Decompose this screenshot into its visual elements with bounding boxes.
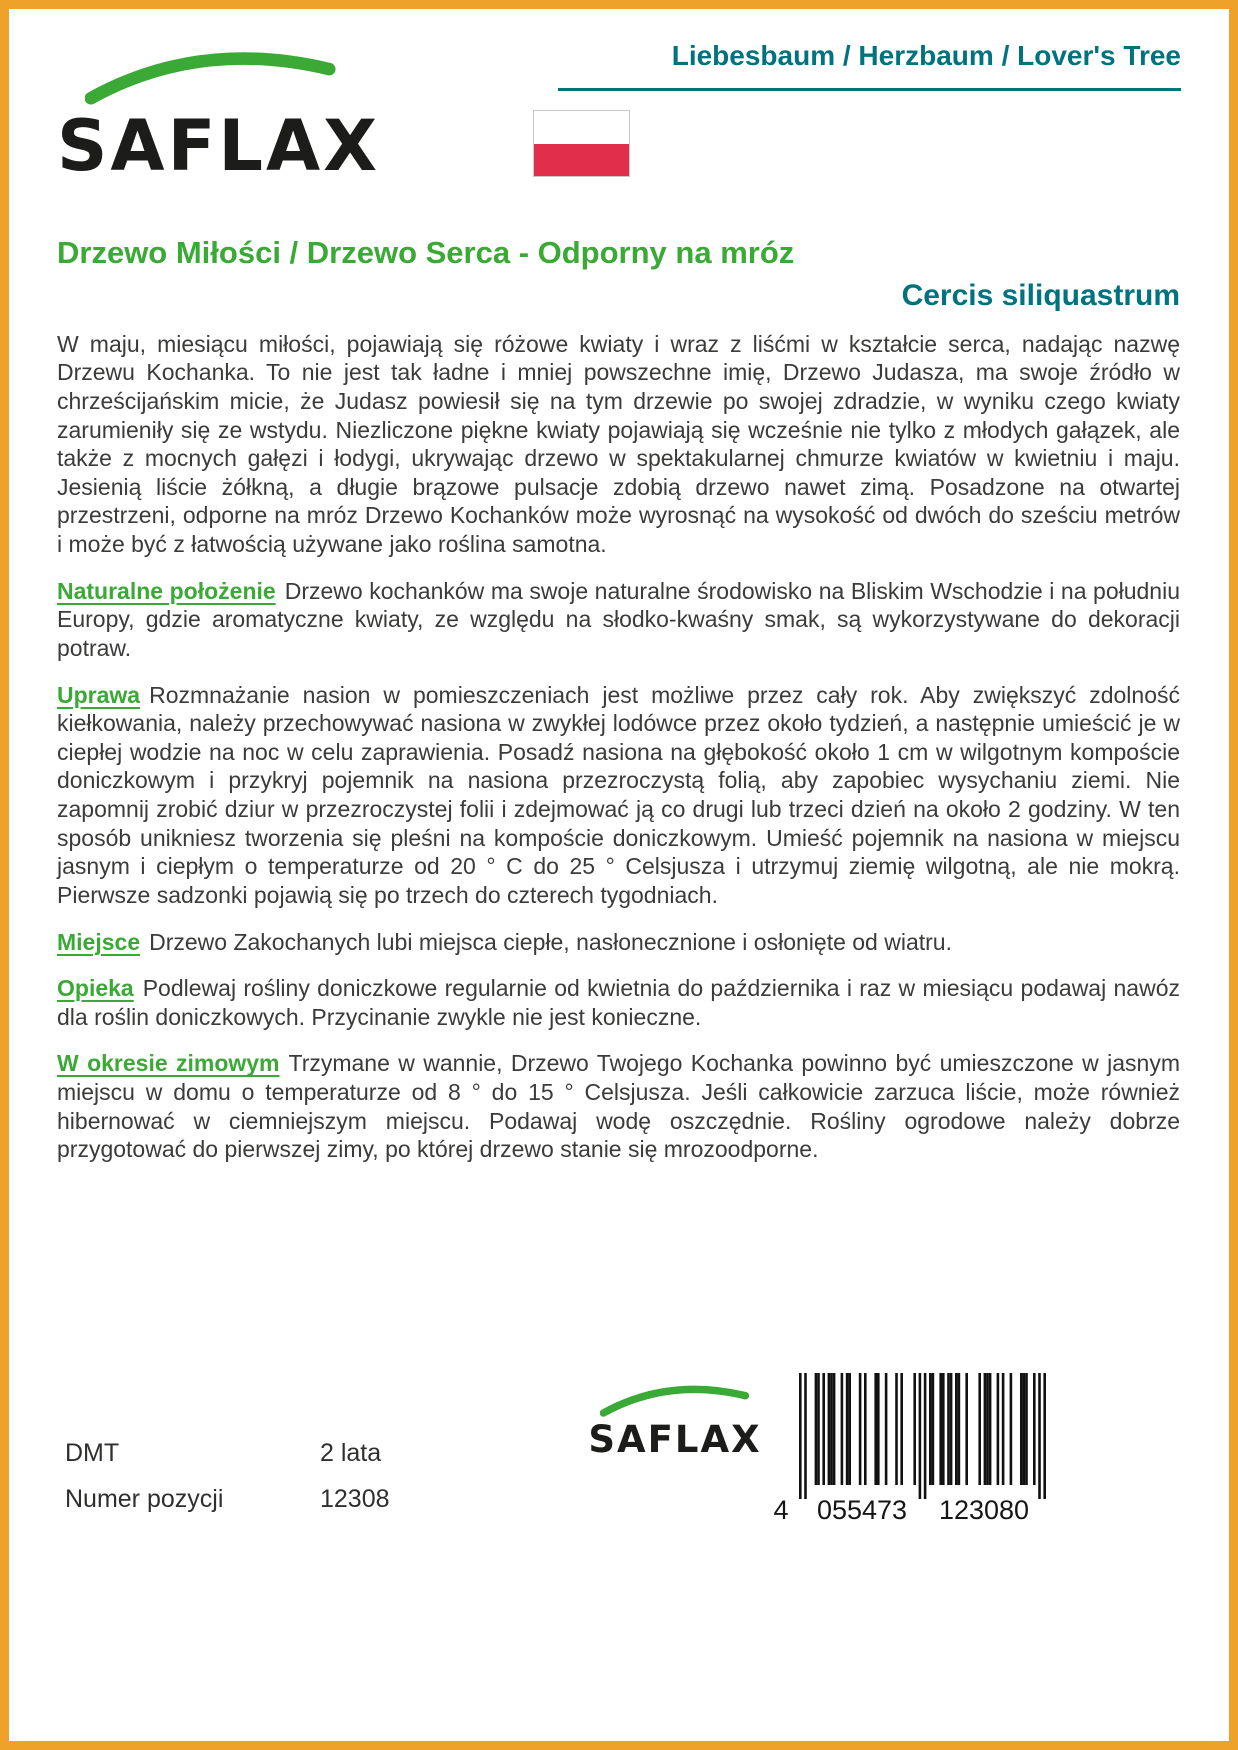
section-heading: Opieka [57, 975, 134, 1002]
paragraph-text: Trzymane w wannie, Drzewo Twojego Kochanka powinno być umieszczone w jasnym miejscu w domu o temperaturze od 8 ° do 15 ° Celsjusza. Jeśli całkowicie zarzuca liście, może również hibernować w ciemniejszym miejscu. Podawaj wodę oszczędnie. Rośliny ogrodowe należy dobrze przygotować do pierwszej zimy, po której drzewo stanie się mrozoodporne. [57, 1050, 1180, 1163]
item-number-value: 12308 [320, 1485, 390, 1513]
logo-wordmark: SAFLAX [57, 105, 381, 187]
logo-wordmark: SAFLAX [588, 1418, 762, 1461]
common-names-title: Liebesbaum / Herzbaum / Lover's Tree [671, 40, 1181, 71]
flag-red-stripe [534, 144, 629, 177]
barcode [765, 1369, 1075, 1527]
main-content [57, 235, 1180, 1164]
paragraph-care [57, 974, 1180, 1031]
section-heading: Uprawa [57, 681, 141, 708]
paragraph-text: Drzewo Zakochanych lubi miejsca ciepłe, nasłonecznione i osłonięte od wiatru. [149, 928, 952, 955]
barcode-digits-left: 055473 [816, 1495, 908, 1525]
header-divider [558, 88, 1181, 91]
logo-swoosh-icon [85, 37, 337, 109]
section-heading: Miejsce [57, 928, 141, 955]
section-heading: Naturalne położenie [57, 577, 276, 604]
flag-white-stripe [534, 111, 629, 144]
paragraph-text: Rozmnażanie nasion w pomieszczeniach jest możliwe przez cały rok. Aby zwiększyć zdolność kiełkowania, należy przechowywać nasiona w zwykłej lodówce przez około tydzień, a następnie umieścić je w ciepłej wodzie na noc w celu zaprawienia. Posadź nasiona na głębokość około 1 cm w wilgotnym kompoście doniczkowym i przykryj pojemnik na nasiona przezroczystą folią, aby zapobiec wysychaniu ziemi. Nie zapomnij zrobić dziur w przezroczystej folii i zdejmować ją co drugi lub trzeci dzień na około 2 godziny. W ten sposób unikniesz tworzenia się pleśni na kompoście doniczkowym. Umieść pojemnik na nasiona w miejscu jasnym i ciepłym o temperaturze od 20 ° C do 25 ° Celsjusza i utrzymuj ziemię wilgotną, ale nie mokrą. Pierwsze sadzonki pojawią się po trzech do czterech tygodniach. [57, 681, 1180, 908]
barcode-digits-right: 123080 [938, 1495, 1030, 1525]
paragraph-intro [57, 330, 1180, 559]
product-title: Drzewo Miłości / Drzewo Serca - Odporny na mróz [57, 235, 795, 270]
barcode-bars [765, 1369, 1075, 1527]
logo-swoosh-icon [600, 1377, 750, 1419]
poland-flag-icon [533, 110, 630, 177]
paragraph-text: W maju, miesiącu miłości, pojawiają się różowe kwiaty i wraz z liśćmi w kształcie serca, nadając nazwę Drzewu Kochanka. To nie jest tak ładne i mniej powszechne imię, Drzewo Judasza, ma swoje źródło w chrześcijańskim micie, że Judasz powiesił się na tym drzewie po swojej zdradzie, w wyniku czego kwiaty zarumieniły się ze wstydu. Niezliczone piękne kwiaty pojawiają się wcześnie nie tylko z młodych gałązek, ale także z mocnych gałęzi i łodygi, ukrywając drzewo w spektakularnej chmurze kwiatów w kwietniu i maju. Jesienią liście żółkną, a długie brązowe pulsacje zdobią drzewo nawet zimą. Posadzone na otwartej przestrzeni, odporne na mróz Drzewo Kochanków może wyrosnąć na wysokość od dwóch do sześciu metrów i może być z łatwością używane jako roślina samotna. [57, 330, 1180, 558]
barcode-digit-first: 4 [773, 1495, 789, 1525]
section-heading: W okresie zimowym [57, 1050, 280, 1077]
dmt-value: 2 lata [320, 1439, 382, 1467]
latin-name: Cercis siliquastrum [901, 278, 1180, 312]
saflax-logo-small [585, 1377, 765, 1461]
dmt-label: DMT [65, 1439, 120, 1467]
paragraph-text: Drzewo kochanków ma swoje naturalne środowisko na Bliskim Wschodzie i na południu Europy, gdzie aromatyczne kwiaty, ze względu na słodko-kwaśny smak, są wykorzystywane do dekoracji potraw. [57, 577, 1180, 661]
saflax-logo [57, 35, 381, 195]
paragraph-place [57, 928, 1180, 957]
paragraph-text: Podlewaj rośliny doniczkowe regularnie od kwietnia do października i raz w miesiącu podawaj nawóz dla roślin doniczkowych. Przycinanie zwykle nie jest konieczne. [57, 975, 1180, 1030]
paragraph-winter [57, 1049, 1180, 1164]
paragraph-cultivation [57, 681, 1180, 910]
item-number-label: Numer pozycji [65, 1485, 224, 1513]
paragraph-natural-location [57, 577, 1180, 663]
